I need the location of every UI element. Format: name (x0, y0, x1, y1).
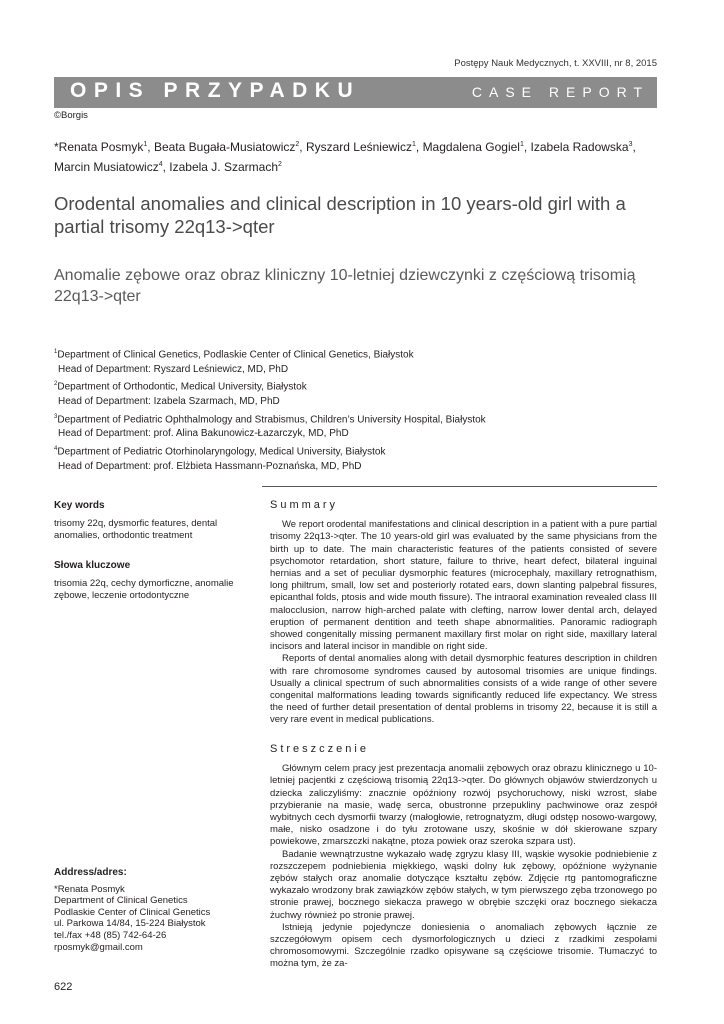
summary-section (270, 499, 657, 727)
summary-paragraph: Reports of dental anomalies along with detail dysmorphic features description in children with rare chromosome syndromes caused by autosomal trisomies are unique findings. Usually a clinical spectrum of such abnormalities consists of a wide range of other severe congenital malformations leading towards significantly reduced life expectancy. We stress the need of further detail presentation of dental problems in trisomy 22, because it is still a very rare event in medical publications. (270, 653, 657, 726)
article-type-pl: OPIS PRZYPADKU (70, 79, 361, 102)
streszczenie-heading: Streszczenie (270, 743, 369, 755)
address-line: ul. Parkowa 14/84, 15-224 Białystok (54, 918, 206, 930)
author: Ryszard Leśniewicz$^1$ (305, 140, 416, 154)
author: Marcin Musiatowicz$^4$ (54, 160, 163, 174)
streszczenie-section (270, 743, 657, 971)
keywords-box (54, 500, 250, 543)
author: Izabela Radowska$^3$ (530, 140, 633, 154)
author: Beata Bugała-Musiatowicz$^2$ (153, 140, 300, 154)
title-english: Orodental anomalies and clinical description in 10 years-old girl with a partial trisomy 22q13->qter (54, 193, 626, 237)
address-line: rposmyk@gmail.com (54, 941, 143, 953)
affiliation-head: Head of Department: prof. Elżbieta Hassmann-Poznańska, MD, PhD (58, 460, 362, 472)
streszczenie-paragraph: Badanie wewnątrzustne wykazało wadę zgryzu klasy III, wąskie wysokie podniebienie z rozszczepem podniebienia miękkiego, wąski dolny łuk zębowy, opóźnione wyżynanie zębów stałych oraz anomalie dotyczące kształtu zębów. Zdjęcie rtg pantomograficzne wykazało wrodzony brak zawiązków zębów stałych, w tym pierwszego zęba trzonowego po stronie prawej, bocznego siekacza prawego w obrębie szczęki oraz bocznego siekacza żuchwy również po stronie prawej. (270, 848, 657, 921)
address-line: Podlaskie Center of Clinical Genetics (54, 906, 211, 918)
article-type-band (54, 77, 657, 108)
summary-heading: Summary (270, 499, 339, 511)
title-polish: Anomalie zębowe oraz obraz kliniczny 10-letniej dziewczynki z częściową trisomią 22q13->qter (54, 267, 636, 305)
slowa-kluczowe-box (54, 560, 250, 603)
streszczenie-paragraph: Głównym celem pracy jest prezentacja anomalii zębowych oraz obrazu klinicznego u 10-letniej pacjentki z częściową trisomią 22q13->qter. Do głównych objawów stwierdzonych u dziecka zaliczyliśmy: znacznie opóźniony rozwój psychoruchowy, niski wzrost, słabe przybieranie na masie, wadę serca, obustronne przepukliny pachwinowe oraz zespół wybitnych cech dysmorfii twarzy (małogłowie, retrognatyzm, długi odstęp nosowo-wargowy, małe, nisko osadzone i do tyłu zrotowane uszy, skośnie w dół skierowane szpary powiekowe, zmarszczki nakątne, ptoza powiek oraz szeroka szpara ust). (270, 763, 657, 848)
keywords-text: trisomy 22q, dysmorfic features, dental anomalies, orthodontic treatment (54, 517, 218, 541)
keywords-heading: Key words (54, 500, 105, 511)
slowa-kluczowe-heading: Słowa kluczowe (54, 560, 131, 571)
slowa-kluczowe-text: trisomia 22q, cechy dymorficzne, anomalie zębowe, leczenie ortodontyczne (54, 577, 234, 601)
address-box (54, 867, 250, 953)
address-heading: Address/adres: (54, 867, 127, 878)
affiliation-head: Head of Department: Ryszard Leśniewicz, MD, PhD (58, 363, 289, 375)
affiliation-dept: $^3$Department of Pediatric Ophthalmology and Strabismus, Children’s University Hospital, Białystok (54, 413, 486, 425)
author-list: *Renata Posmyk$^1$, Beata Bugała-Musiatowicz$^2$, Ryszard Leśniewicz$^1$, Magdalena Gogiel$^1$, Izabela Radowska$^3$, Marcin Musiatowicz$^4$, Izabela J. Szarmach$^2$ (54, 140, 636, 174)
affiliation-dept: $^4$Department of Pediatric Otorhinolaryngology, Medical University, Białystok (54, 445, 386, 458)
address-line: tel./fax +48 (85) 742-64-26 (54, 929, 167, 941)
section-divider (262, 486, 657, 487)
publisher-mark: ©Borgis (54, 110, 88, 121)
affiliations (54, 345, 654, 474)
streszczenie-paragraph: Istnieją jedynie pojedyncze doniesienia o anomaliach zębowych łącznie ze szczegółowym opisem cech dysmorfologicznych u dzieci z rzadkimi zespołami chromosomowymi. Szczególnie rzadko opisywane są częściowe trisomie. Tłumaczyć to można tym, że za- (270, 921, 657, 970)
affiliation-dept: $^1$Department of Clinical Genetics, Podlaskie Center of Clinical Genetics, Białystok (54, 349, 414, 361)
affiliation-head: Head of Department: prof. Alina Bakunowicz-Łazarczyk, MD, PhD (58, 428, 349, 440)
journal-header: Postępy Nauk Medycznych, t. XXVIII, nr 8, 2015 (454, 58, 657, 69)
summary-paragraph: We report orodental manifestations and clinical description in a patient with a pure partial trisomy 22q13->qter. The 10 years-old girl was evaluated by the same physicians from the birth up to date. The main characteristic features of the patients consisted of severe psychomotor retardation, short stature, failure to thrive, heart defect, bilateral inguinal hernias and a set of peculiar dysmorphic features (microcephaly, maxillary retrognathism, long philtrum, small, low set and posteriorly rotated ears, down slanting palpebral fissures, epicanthal folds, ptosis and wide mouth fissure). The intraoral examination revealed class III malocclusion, narrow high-arched palate with clefting, narrow lower dental arch, delayed eruption of permanent dentition and teeth shape abnormalities. Panoramic radiograph showed congenitally missing permanent maxillary first molar on right side, maxillary lateral incisors and lateral incisor in mandible on right side. (270, 519, 657, 653)
affiliation-dept: $^2$Department of Orthodontic, Medical University, Białystok (54, 381, 307, 393)
author: *Renata Posmyk$^1$ (54, 140, 148, 154)
address-line: *Renata Posmyk (54, 883, 125, 895)
address-line: Department of Clinical Genetics (54, 895, 188, 907)
author: Izabela J. Szarmach$^2$ (169, 160, 282, 174)
author: Magdalena Gogiel$^1$ (422, 140, 524, 154)
article-type-en: CASE REPORT (471, 84, 649, 100)
affiliation-head: Head of Department: Izabela Szarmach, MD, PhD (58, 396, 280, 408)
page-number: 622 (54, 981, 73, 993)
